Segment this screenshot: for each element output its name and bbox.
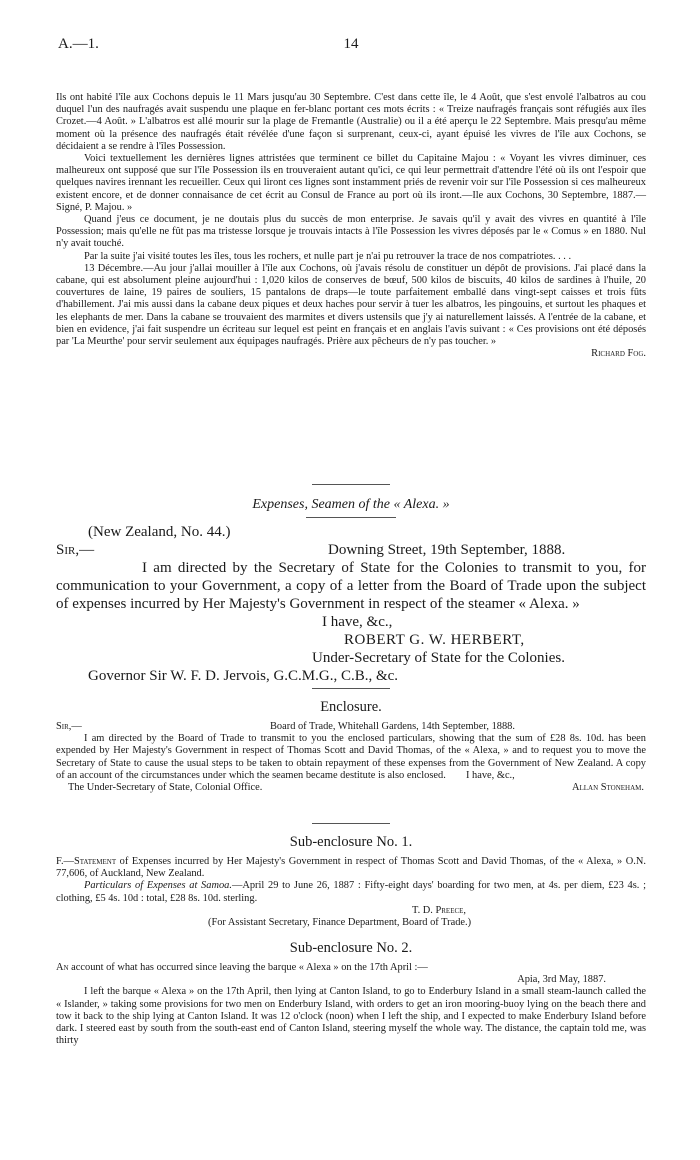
particulars-text: —April 29 to June 26, 1887 : Fifty-eight days' boarding for two men, at 4s. per diem, £23 4s. ; clothing, £5 4s. 10d : total, £28 8s. 10d. sterling. bbox=[56, 880, 646, 904]
enclosure-salutation: Sir,— bbox=[56, 721, 82, 732]
letter-reference: (New Zealand, No. 44.) bbox=[88, 524, 231, 540]
letter-signatory: ROBERT G. W. HERBERT, bbox=[344, 632, 525, 648]
enclosure-letter bbox=[56, 721, 646, 794]
statement-label: Statement bbox=[73, 856, 117, 867]
divider bbox=[312, 688, 390, 689]
sub2-place-date: Apia, 3rd May, 1887. bbox=[517, 974, 606, 986]
enclosure-addressee: The Under-Secretary of State, Colonial Office. bbox=[68, 782, 263, 793]
particulars-label: Particulars of Expenses at Samoa. bbox=[84, 880, 232, 892]
letter-signatory-title: Under-Secretary of State for the Colonies. bbox=[312, 650, 565, 666]
letter-place-date: Downing Street, 19th September, 1888. bbox=[328, 542, 566, 558]
sub1-signatory: T. D. Preece, bbox=[412, 904, 467, 916]
letter-body: I am directed by the Secretary of State for the Colonies to transmit to you, for communication to your Government, a copy of a letter from the Board of Trade upon the subject of expenses incurred by Her Majesty's Government in respect of the steamer « Alexa. » bbox=[56, 560, 646, 612]
enclosure-close: I have, &c., bbox=[466, 769, 515, 781]
page-number: 14 bbox=[343, 36, 359, 52]
divider bbox=[312, 484, 390, 485]
sub-enclosure-1-heading: Sub-enclosure No. 1. bbox=[289, 834, 413, 850]
french-paragraph: Ils ont habité l'île aux Cochons depuis le 11 Mars jusqu'au 30 Septembre. C'est dans cette île, le 4 Août, que s'est envolé l'albatros au cou duquel l'un des naufragés avait suspendu une plaque en fer-blanc portant ces mots écrits : « Treize naufragés français sont réfugiés aux îles Crozet.—4 Août. » L'albatros est allé mourir sur la plage de Fremantle (Australie) ou il a été aperçu le 22 Septembre. Mais presqu'au même moment où la présence des naufragés était révélée d'une façon si surprenant, ceux-ci, ayant épuisé les vivres de l'île aux Cochons, se décidaient a se rendre à l'îles Possession. bbox=[56, 92, 646, 152]
statement-text: of Expenses incurred by Her Majesty's Government in respect of Thomas Scott and David Thomas, of the « Alexa, » O.N. 77,606, of Auckland, New Zealand. bbox=[56, 856, 646, 880]
enclosure-place-date: Board of Trade, Whitehall Gardens, 14th September, 1888. bbox=[270, 721, 515, 732]
document-reference: A.—1. bbox=[58, 36, 99, 52]
letter-close: I have, &c., bbox=[322, 614, 393, 630]
french-paragraph: Quand j'eus ce document, je ne doutais plus du succès de mon enterprise. Je savais qu'il y avait des vivres en quantité à l'île Possession; mais qu'elle ne fût pas ma tristesse lorsque je trouvais intacts à l'île Possession les vivres déposés par le « Comus » en 1880. Nul n'y avait touché. bbox=[56, 214, 646, 250]
page-header bbox=[56, 36, 646, 58]
letter-addressee: Governor Sir W. F. D. Jervois, G.C.M.G., C.B., &c. bbox=[88, 668, 399, 684]
sub2-body: I left the barque « Alexa » on the 17th April, then lying at Canton Island, to go to Enderbury Island in a small steam-launch called the « Islander, » taking some provisions for two men on Enderbury Island, with orders to get an iron mooring-buoy lying on the beach there and tow it back to the ship lying at Canton Island. It was 12 o'clock (noon) when I left the ship, and I expected to make Enderbury Island before dark. I steered east by south from the south-east end of Canton Island, steering myself the whole way. The distance, the captain told me, was thirty bbox=[56, 986, 646, 1047]
sub1-signatory-title: (For Assistant Secretary, Finance Department, Board of Trade.) bbox=[208, 917, 472, 928]
french-paragraph: Voici textuellement les dernières lignes attristées que terminent ce billet du Capitaine Majou : « Voyant les vivres diminuer, ces malheureux ont supposé que sur l'île Possession ils en trouveraient autant qu'ici, ce qui leur permettrait d'attendre l'été où ils ont l'espoir que quelques navires irennant les recueiller. Ceux qui liront ces lignes sont instamment priés de revenir voir sur l'île Possession si ces malheureux existent encore, et de donner connaisance de cet écrit au Consul de France au port où ils iront.—Ile aux Cochons, 30 Septembre, 1887.—Signé, P. Majou. » bbox=[56, 153, 646, 213]
colonial-office-letter bbox=[56, 523, 646, 685]
sub-enclosure-2-heading: Sub-enclosure No. 2. bbox=[289, 940, 413, 956]
statement-prefix: F.— bbox=[56, 856, 74, 867]
sub2-intro: account of what has occurred since leaving the barque « Alexa » on the 17th April :— bbox=[71, 962, 428, 973]
french-signature: Richard Fog. bbox=[591, 348, 646, 360]
sub-enclosure-1 bbox=[56, 856, 646, 929]
enclosure-signatory: Allan Stoneham. bbox=[571, 782, 644, 793]
divider bbox=[306, 517, 396, 518]
letter-salutation: Sir,— bbox=[56, 542, 95, 558]
french-paragraph: 13 Décembre.—Au jour j'allai mouiller à l'île aux Cochons, où j'avais résolu de constituer un dépôt de provisions. J'ai placé dans la cabane, qui est absolument pleine aujourd'hui : 1,020 kilos de conserves de bœuf, 500 kilos de biscuits, 40 kilos de sardines à l'huile, 20 couvertures de laine, 19 paires de souliers, 15 pantalons de draps—le toute parfaitement emballé dans vingt-sept caisses et trois fûts d'habillement. J'ai mis aussi dans la cabane deux piques et deux haches pour servir à tuer les albatros, les pingouins, et surtout les phaques et les elephants de mer. Dans la cabane se trouvaient des marmites et divers ustensils que j'y ai naturellement laissés. A l'entrée de la cabane, et bien en evidence, j'ai fait suspendre un écriteau sur lequel est peint en français et en anglais l'avis suivant : « Ces provisions ont été déposés par 'La Meurthe' pour servir seulement aux équipages naufragés. Prière aux pêcheurs de n'y pas toucher. » bbox=[56, 262, 646, 348]
section-title: Expenses, Seamen of the « Alexa. » bbox=[252, 497, 450, 512]
enclosure-body: I am directed by the Board of Trade to transmit to you the enclosed particulars, showing that the sum of £28 8s. 10d. has been expended by Her Majesty's Government in respect of Thomas Scott and David Thomas, of the « Alexa, » and to request you to move the Secretary of State to cause the usual steps to be taken to obtain repayment of these expenses from the Government of New Zealand. A copy of an account of the circumstances under which the seamen became destitute is also enclosed. bbox=[56, 733, 646, 781]
french-paragraph: Par la suite j'ai visité toutes les îles, tous les rochers, et nulle part je n'ai pu retrouver la trace de nos compatriotes. . . . bbox=[84, 250, 572, 262]
sub-enclosure-2 bbox=[56, 962, 646, 1047]
intro-first-word: An bbox=[56, 962, 69, 973]
enclosure-heading: Enclosure. bbox=[320, 699, 382, 715]
french-report bbox=[56, 92, 646, 360]
divider bbox=[312, 823, 390, 824]
